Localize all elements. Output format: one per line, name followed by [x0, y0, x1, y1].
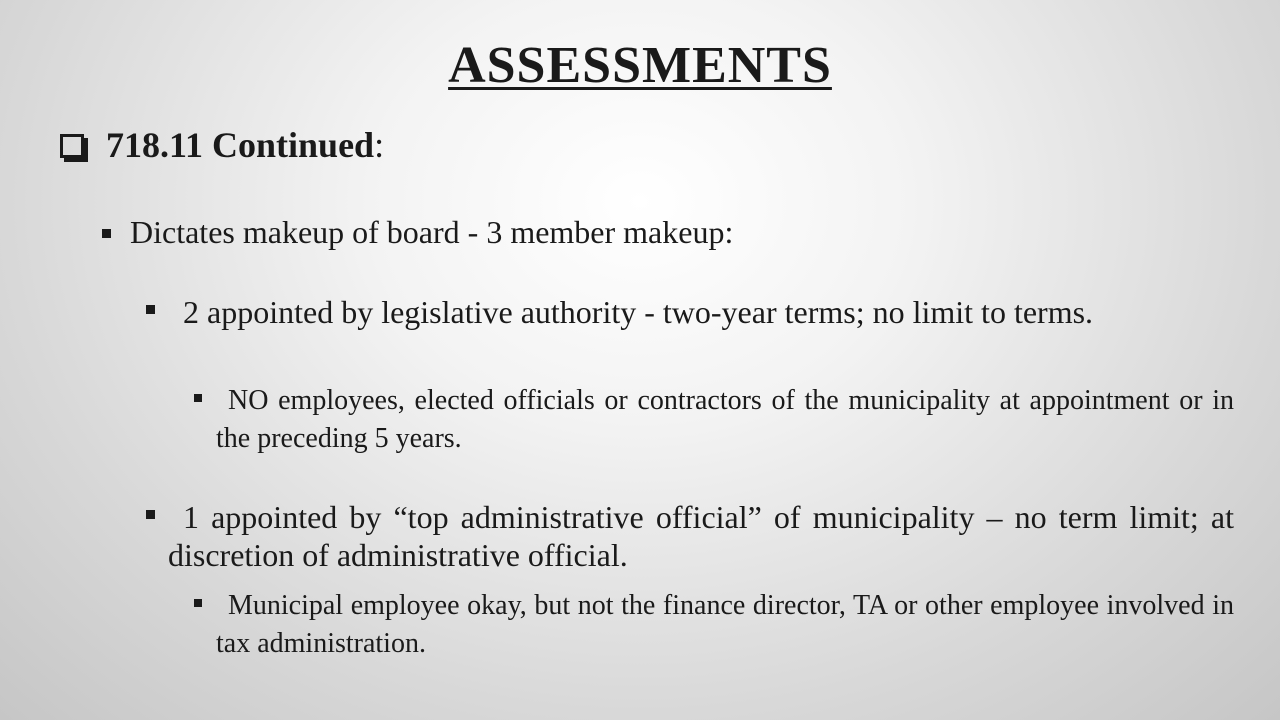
section-heading	[60, 124, 384, 166]
sub-bullet-text: 2 appointed by legislative authority - two-year terms; no limit to terms.	[183, 294, 1094, 330]
sub-sub-bullet-item-2	[194, 587, 1234, 663]
square-bullet-icon	[146, 305, 155, 314]
sub-bullet-item-1	[146, 293, 1234, 331]
sub-bullet-text: 1 appointed by “top administrative official” of municipality – no term limit; at discretion of administrative official.	[168, 499, 1234, 573]
bullet-text: Dictates makeup of board - 3 member makeup:	[130, 214, 734, 250]
sub-bullet-item-2	[146, 498, 1234, 574]
sub-sub-bullet-text: Municipal employee okay, but not the finance director, TA or other employee involved in tax administration.	[216, 590, 1234, 659]
sub-sub-bullet-item-1	[194, 382, 1234, 458]
square-bullet-icon	[146, 510, 155, 519]
square-bullet-icon	[194, 394, 202, 402]
checkbox-bullet-icon	[60, 134, 84, 158]
square-bullet-icon	[102, 229, 111, 238]
bullet-item	[102, 214, 1202, 251]
section-heading-colon: :	[374, 125, 385, 165]
slide-title: ASSESSMENTS	[448, 37, 832, 94]
sub-sub-bullet-text: NO employees, elected officials or contractors of the municipality at appointment or in the preceding 5 years.	[216, 385, 1234, 454]
square-bullet-icon	[194, 599, 202, 607]
section-heading-text: 718.11 Continued	[106, 125, 375, 165]
